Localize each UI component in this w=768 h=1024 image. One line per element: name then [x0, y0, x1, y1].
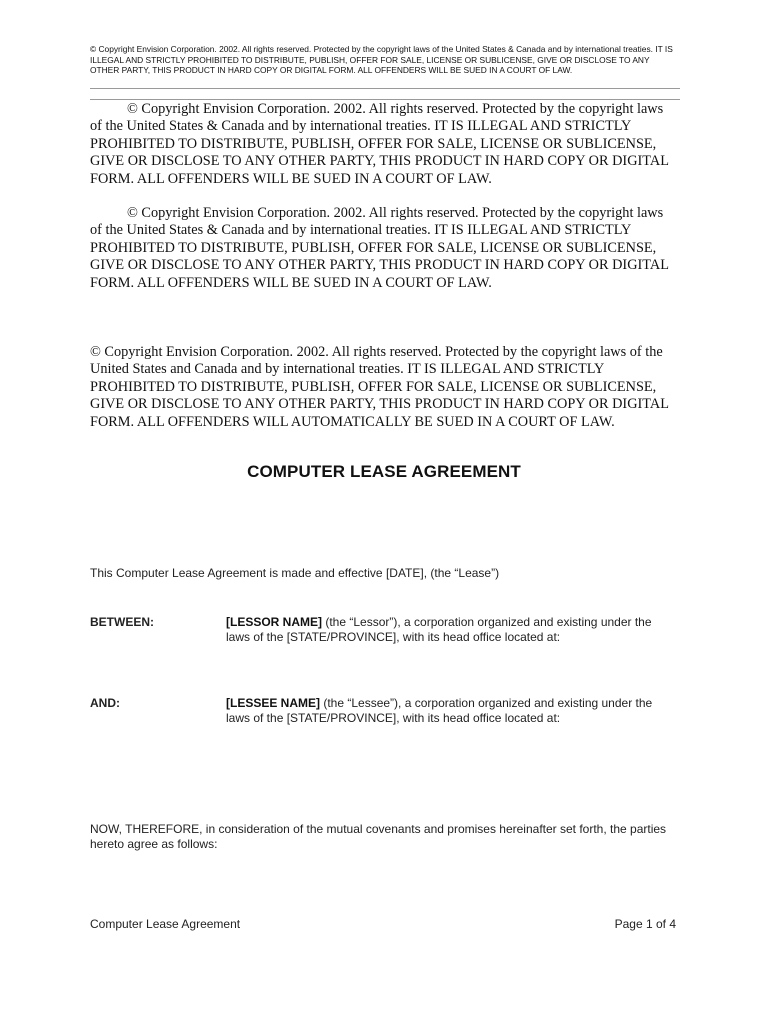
and-label: AND:: [90, 696, 120, 710]
lessor-clause: [226, 615, 678, 645]
lessee-name: [LESSEE NAME]: [226, 696, 321, 710]
header-divider: [90, 99, 680, 100]
lessor-description: (the “Lessor”), a corporation organized and existing under the laws of the [STATE/PROVINCE], with its head office located at:: [226, 615, 652, 644]
lessee-clause: [226, 696, 678, 726]
document-title: COMPUTER LEASE AGREEMENT: [247, 462, 521, 481]
copyright-paragraph: © Copyright Envision Corporation. 2002. All rights reserved. Protected by the copyright laws of the United States and Canada and by international treaties. IT IS ILLEGAL AND STRICTLY PROHIBITED TO DISTRIBUTE, PUBLISH, OFFER FOR SALE, LICENSE OR SUBLICENSE, GIVE OR DISCLOSE TO ANY OTHER PARTY, THIS PRODUCT IN HARD COPY OR DIGITAL FORM. ALL OFFENDERS WILL AUTOMATICALLY BE SUED IN A COURT OF LAW.: [90, 344, 669, 430]
footer-page-number: Page 1 of 4: [614, 917, 676, 931]
copyright-paragraph: © Copyright Envision Corporation. 2002. All rights reserved. Protected by the copyright laws of the United States & Canada and by international treaties. IT IS ILLEGAL AND STRICTLY PROHIBITED TO DISTRIBUTE, PUBLISH, OFFER FOR SALE, LICENSE OR SUBLICENSE, GIVE OR DISCLOSE TO ANY OTHER PARTY, THIS PRODUCT IN HARD COPY OR DIGITAL FORM. ALL OFFENDERS WILL BE SUED IN A COURT OF LAW.: [90, 101, 669, 187]
copyright-paragraph: © Copyright Envision Corporation. 2002. All rights reserved. Protected by the copyright laws of the United States & Canada and by international treaties. IT IS ILLEGAL AND STRICTLY PROHIBITED TO DISTRIBUTE, PUBLISH, OFFER FOR SALE, LICENSE OR SUBLICENSE, GIVE OR DISCLOSE TO ANY OTHER PARTY, THIS PRODUCT IN HARD COPY OR DIGITAL FORM. ALL OFFENDERS WILL BE SUED IN A COURT OF LAW.: [90, 205, 669, 291]
lessee-description: (the “Lessee”), a corporation organized and existing under the laws of the [STATE/PROVINCE], with its head office located at:: [226, 696, 653, 725]
footer-document-name: Computer Lease Agreement: [90, 917, 241, 931]
header-copyright-notice: © Copyright Envision Corporation. 2002. All rights reserved. Protected by the copyright laws of the United States & Canada and by international treaties. IT IS ILLEGAL AND STRICTLY PROHIBITED TO DISTRIBUTE, PUBLISH, OFFER FOR SALE, LICENSE OR SUBLICENSE, GIVE OR DISCLOSE TO ANY OTHER PARTY, THIS PRODUCT IN HARD COPY OR DIGITAL FORM. ALL OFFENDERS WILL BE SUED IN A COURT OF LAW.: [90, 44, 673, 75]
therefore-paragraph: NOW, THEREFORE, in consideration of the mutual covenants and promises hereinafter set forth, the parties hereto agree as follows:: [90, 822, 667, 851]
lessor-name: [LESSOR NAME]: [226, 615, 322, 629]
between-label: BETWEEN:: [90, 615, 154, 629]
intro-paragraph: This Computer Lease Agreement is made and effective [DATE], (the “Lease”): [90, 566, 500, 580]
header-divider: [90, 88, 680, 89]
